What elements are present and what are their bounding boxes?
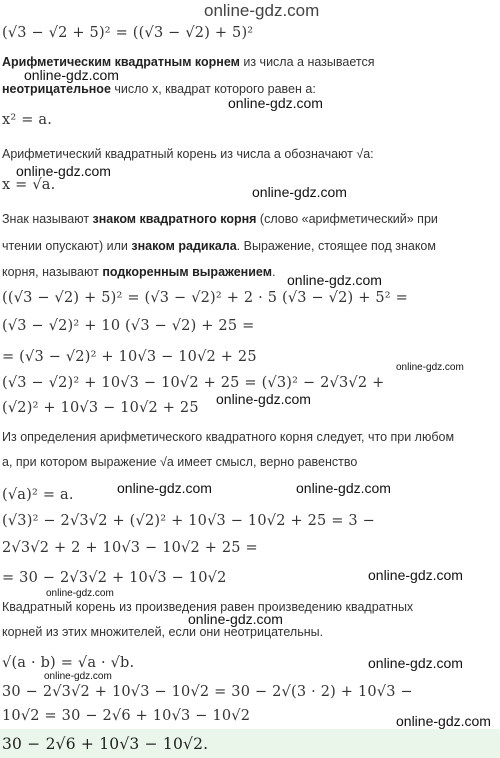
calc-line-8: = 30 − 2√3√2 + 10√3 − 10√2 [2,570,227,586]
calc-line-1: ((√3 − √2) + 5)² = (√3 − √2)² + 2 · 5 (√3 − √2) + 5² = [2,290,408,306]
watermark-8: online-gdz.com [117,480,212,496]
calc-line-10: 10√2 = 30 − 2√6 + 10√3 − 10√2 [2,708,251,724]
sign-line-1 [2,212,438,226]
watermark-11: online-gdz.com [46,588,114,599]
watermark-14: online-gdz.com [44,671,112,682]
equation-product: √(a · b) = √a · √b. [2,655,135,671]
calc-line-7: 2√3√2 + 2 + 10√3 − 10√2 + 25 = [2,540,258,556]
watermark-12: online-gdz.com [188,611,283,627]
product-line-1: Квадратный корень из произведения равен произведению квадратных [2,600,414,614]
sign-line-2 [2,239,436,253]
notation-text: Арифметический квадратный корень из числа a обозначают √a: [2,147,374,161]
calc-line-4: (√3 − √2)² + 10√3 − 10√2 + 25 = (√3)² − 2√3√2 + [2,375,385,391]
sign-text-a: Знак называют [2,212,93,226]
sign2-text-a: чтении опускают) или [2,239,132,253]
watermark-2: online-gdz.com [228,95,323,111]
equation-x-root: x = √a. [2,177,56,193]
watermark-10: online-gdz.com [368,567,463,583]
watermark-6: online-gdz.com [396,362,464,373]
calc-line-6: (√3)² − 2√3√2 + (√2)² + 10√3 − 10√2 + 25 = 3 − [2,513,376,529]
final-answer: 30 − 2√6 + 10√3 − 10√2. [2,735,209,753]
calc-line-3: = (√3 − √2)² + 10√3 − 10√2 + 25 [2,349,257,365]
watermark-7: online-gdz.com [216,391,311,407]
sign-text-c: (слово «арифметический» при [256,212,438,226]
watermark-1: online-gdz.com [24,67,119,83]
watermark-5: online-gdz.com [287,272,382,288]
sign-term: знаком квадратного корня [92,212,257,226]
calc-line-5: (√2)² + 10√3 − 10√2 + 25 [2,400,199,416]
sign-line-3 [2,265,275,279]
radicand-term: подкоренным выражением [102,265,272,279]
expression-line-1: (√3 − √2 + 5)² = ((√3 − √2) + 5)² [2,25,254,41]
sign3-text-c: . [271,265,276,279]
watermark-4: online-gdz.com [252,184,347,200]
watermark-9: online-gdz.com [296,480,391,496]
watermark-top: online-gdz.com [204,1,320,20]
watermark-3: online-gdz.com [16,163,111,179]
calc-line-9: 30 − 2√3√2 + 10√3 − 10√2 = 30 − 2√(3 · 2) + 10√3 − [2,684,413,700]
watermark-13: online-gdz.com [368,655,463,671]
radical-term: знаком радикала [131,239,237,253]
equation-property: (√a)² = a. [2,487,74,503]
definition-text-2: число x, квадрат которого равен a: [110,82,316,96]
definition-term: Арифметическим квадратным корнем [2,55,240,69]
equation-x-squared: x² = a. [2,112,53,128]
definition-text: из числа a называется [239,55,375,69]
property-line-2: a, при котором выражение √a имеет смысл, верно равенство [2,455,358,469]
nonnegative-term: неотрицательное [2,82,111,96]
sign2-text-c: . Выражение, стоящее под знаком [236,239,436,253]
calc-line-2: (√3 − √2)² + 10 (√3 − √2) + 25 = [2,318,255,334]
sign3-text-a: корня, называют [2,265,103,279]
definition-line-2 [2,82,316,96]
product-line-2: корней из этих множителей, если они неотрицательны. [2,625,324,639]
watermark-15: online-gdz.com [396,713,491,729]
property-line-1: Из определения арифметического квадратного корня следует, что при любом [2,430,455,444]
